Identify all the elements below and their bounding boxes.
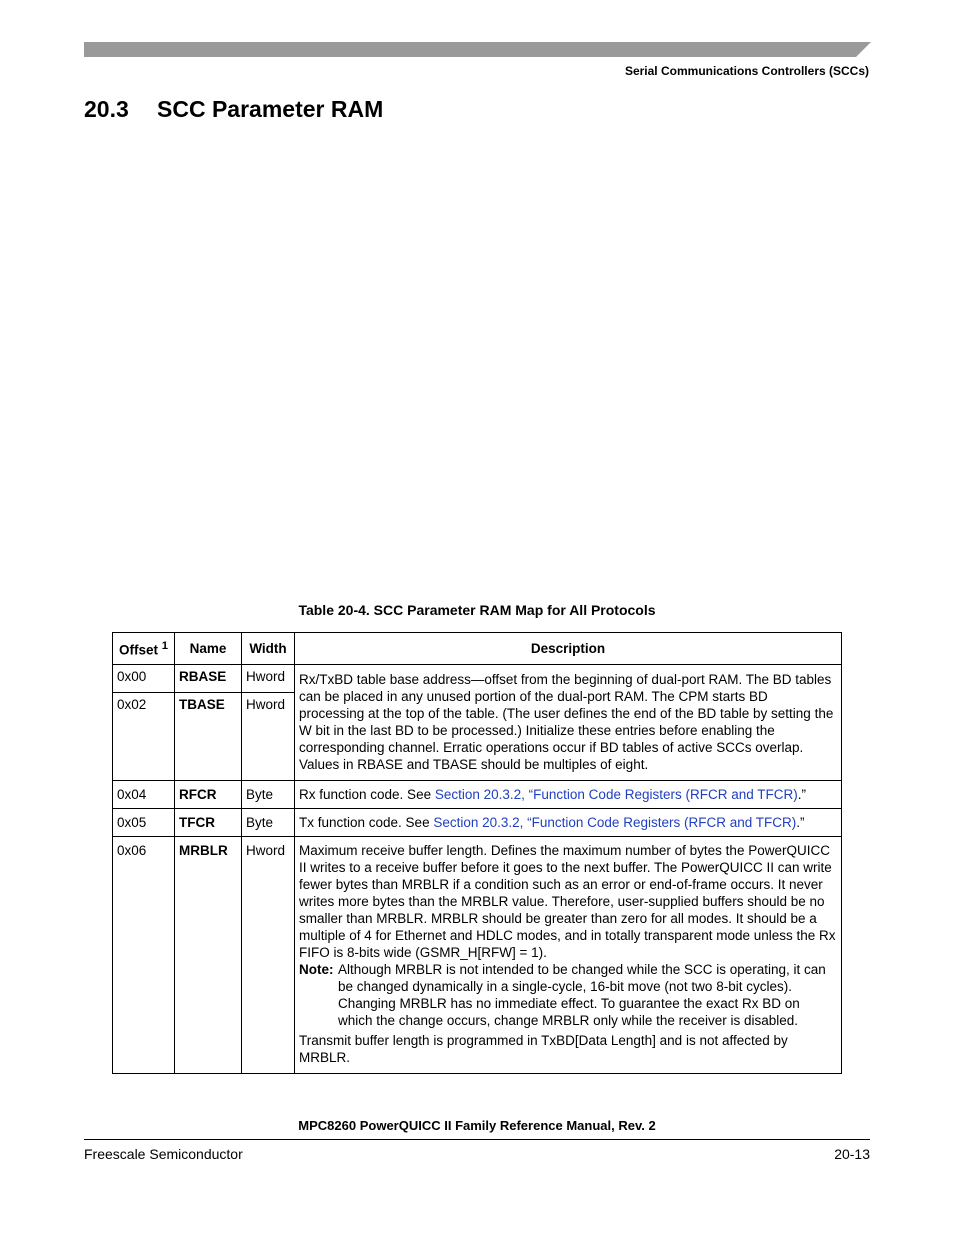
cell-width: Hword — [242, 692, 295, 780]
note-label: Note: — [299, 962, 334, 977]
table-caption: Table 20-4. SCC Parameter RAM Map for All Protocols — [298, 602, 656, 618]
cell-description — [295, 837, 842, 1074]
cell-offset: 0x06 — [113, 837, 175, 1074]
cell-width: Hword — [242, 837, 295, 1074]
cell-width: Byte — [242, 781, 295, 809]
running-head: Serial Communications Controllers (SCCs) — [624, 64, 869, 78]
cell-offset: 0x04 — [113, 781, 175, 809]
cell-description: Rx function code. See Section 20.3.2, “Function Code Registers (RFCR and TFCR).” — [295, 781, 842, 809]
cell-offset: 0x00 — [113, 665, 175, 693]
header-bar — [84, 42, 871, 57]
column-header-name: Name — [175, 633, 242, 665]
footer-manual-title: MPC8260 PowerQUICC II Family Reference Manual, Rev. 2 — [298, 1118, 656, 1133]
footer-company: Freescale Semiconductor — [84, 1146, 243, 1162]
note-text: Although MRBLR is not intended to be changed while the SCC is operating, it can be changed dynamically in a single-cycle, 16-bit move (not two 8-bit cycles). Changing MRBLR has no immediate effect. To guarantee the exact Rx BD on which the change occurs, change MRBLR only while the receiver is disabled. — [338, 962, 826, 1028]
section-20-3-2-link[interactable]: Section 20.3.2, “Function Code Registers (RFCR and TFCR) — [433, 815, 797, 830]
cell-name: TFCR — [175, 809, 242, 837]
footer-page-number: 20-13 — [834, 1146, 870, 1162]
transmit-length-note: Transmit buffer length is programmed in TxBD[Data Length] and is not affected by MRBLR. — [299, 1033, 788, 1065]
table-row — [113, 781, 842, 809]
section-heading: SCC Parameter RAM — [157, 96, 384, 122]
column-header-description: Description — [295, 633, 842, 665]
column-header-offset: Offset $^1$ — [113, 633, 175, 665]
mrblr-description: Maximum receive buffer length. Defines the maximum number of bytes the PowerQUICC II writes to a receive buffer before it goes to the next buffer. The PowerQUICC II can write fewer bytes than MRBLR if a condition such as an error or end-of-frame occurs. It never writes more bytes than the MRBLR value. Therefore, user-supplied buffers should be no smaller than MRBLR. MRBLR should be greater than zero for all modes. It should be a multiple of 4 for Ethernet and HDLC modes, and in totally transparent mode unless the Rx FIFO is 8-bits wide (GSMR_H[RFW] = 1). — [299, 843, 836, 960]
section-number: 20.3 — [84, 96, 129, 122]
cell-offset: 0x02 — [113, 692, 175, 780]
footer-divider — [84, 1139, 870, 1140]
note — [299, 961, 836, 1029]
cell-description: Rx/TxBD table base address—offset from the beginning of dual-port RAM. The BD tables can be placed in any unused portion of the dual-port RAM. The CPM starts BD processing at the top of the table. (The user defines the end of the BD table by setting the W bit in the last BD to be processed.) Initialize these entries before enabling the corresponding channel. Erratic operations occur if BD tables of active SCCs overlap. Values in RBASE and TBASE should be multiples of eight. — [295, 665, 842, 781]
parameter-ram-table — [112, 632, 842, 1074]
table-header-row — [113, 633, 842, 665]
cell-width: Byte — [242, 809, 295, 837]
table-row — [113, 837, 842, 1074]
cell-description: Tx function code. See Section 20.3.2, “Function Code Registers (RFCR and TFCR).” — [295, 809, 842, 837]
cell-width: Hword — [242, 665, 295, 693]
cell-name: MRBLR — [175, 837, 242, 1074]
table-row — [113, 665, 842, 693]
cell-name: RFCR — [175, 781, 242, 809]
cell-name: RBASE — [175, 665, 242, 693]
cell-offset: 0x05 — [113, 809, 175, 837]
section-20-3-2-link[interactable]: Section 20.3.2, “Function Code Registers (RFCR and TFCR) — [434, 787, 798, 802]
column-header-width: Width — [242, 633, 295, 665]
table-row — [113, 809, 842, 837]
cell-name: TBASE — [175, 692, 242, 780]
footnote-marker: 1 — [161, 640, 169, 653]
section-title — [84, 96, 383, 123]
